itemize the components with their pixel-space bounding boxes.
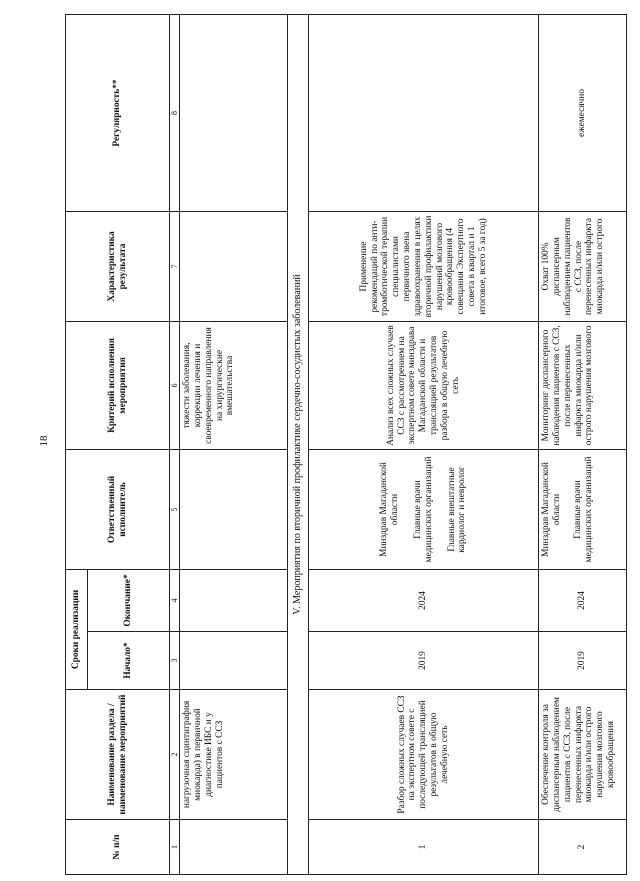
- row-regularity: ежемесячно: [539, 14, 627, 211]
- row-responsible: [309, 449, 539, 569]
- row-criterion: Мониторинг диспансерного наблюдения пациентов с ССЗ, после перенесенных инфаркта миокарда и/или острого нарушения мозгового: [539, 321, 627, 449]
- col-number: 4: [170, 569, 180, 631]
- col-number: 3: [170, 632, 180, 690]
- header-name: Наименование раздела /наименование мероприятий: [66, 690, 170, 820]
- row-num: 2: [539, 820, 627, 875]
- header-regularity: Регулярность**: [66, 14, 170, 211]
- header-responsible: Ответственный исполнитель: [66, 449, 170, 569]
- row-name: Разбор сложных случаев ССЗ на экспертном совете с последующей трансляцией результатов в общую лечебную сеть: [309, 690, 539, 820]
- row-result: Охват 100% диспансерным наблюдением пациентов с ССЗ, после перенесенных инфаркта миокарда и/или острого: [539, 211, 627, 321]
- row-start: 2019: [539, 632, 627, 690]
- header-criterion: Критерий исполнения мероприятия: [66, 321, 170, 449]
- col-number: 1: [170, 820, 180, 875]
- row-criterion: Анализ всех сложных случаев ССЗ с рассмотрением на экспертном совете минздрава Магаданской области и трансляцией результатов разбора в общую лечебную сеть: [309, 321, 539, 449]
- row-num: 1: [309, 820, 539, 875]
- col-number: 2: [170, 690, 180, 820]
- plan-table: [65, 14, 627, 875]
- responsible-line: Главные врачи медицинских организаций: [572, 456, 594, 563]
- continuation-criterion: тяжести заболевания, коррекции лечения и своевременного направления на хирургические вмешательства: [180, 321, 288, 449]
- landscape-table-container: [65, 15, 625, 875]
- header-start: Начало*: [88, 632, 170, 690]
- row-name: Обеспечение контроля за диспансерным наблюдением пациентов с ССЗ, после перенесенных инфаркта миокарда и/или острого нарушения мозгового кровообращения: [539, 690, 627, 820]
- responsible-line: Главные врачи медицинских организаций: [412, 456, 434, 563]
- section-title: V. Мероприятия по вторичной профилактике сердечно-сосудистых заболеваний: [288, 14, 309, 874]
- col-number: 7: [170, 211, 180, 321]
- responsible-line: Минздрав Магаданской области: [379, 462, 401, 557]
- section-row: [288, 14, 309, 874]
- col-number: 5: [170, 449, 180, 569]
- row-responsible: [539, 449, 627, 569]
- col-number: 6: [170, 321, 180, 449]
- table-row: [539, 14, 627, 874]
- row-end: 2024: [539, 569, 627, 631]
- col-number: 8: [170, 14, 180, 211]
- rotated-page: [65, 15, 640, 860]
- header-terms-group: Сроки реализации: [66, 569, 88, 689]
- row-result: Применение рекомендаций по анти-тромботической терапии специалистами первичного звена здравоохранения в целях вторичной профилактики нарушений мозгового кровообращения (4 совещания Экспертного совета в квартал и 1 итоговое, всего 5 за год): [309, 211, 539, 321]
- row-start: 2019: [309, 632, 539, 690]
- row-end: 2024: [309, 569, 539, 631]
- header-result: Характеристика результата: [66, 211, 170, 321]
- header-num: № п/п: [66, 820, 170, 875]
- table-row: [309, 14, 539, 874]
- responsible-line: Минздрав Магаданской области: [541, 462, 562, 557]
- page-number: 18: [38, 435, 50, 447]
- header-end: Окончание*: [88, 569, 170, 631]
- row-regularity: [309, 14, 539, 211]
- continuation-name: нагрузочная сцинтиграфия миокарда) в первичной диагностике ИБС и у пациентов с ССЗ: [180, 690, 288, 820]
- responsible-line: Главные внештатные кардиолог и невролог: [446, 466, 468, 553]
- table-row: [180, 14, 288, 874]
